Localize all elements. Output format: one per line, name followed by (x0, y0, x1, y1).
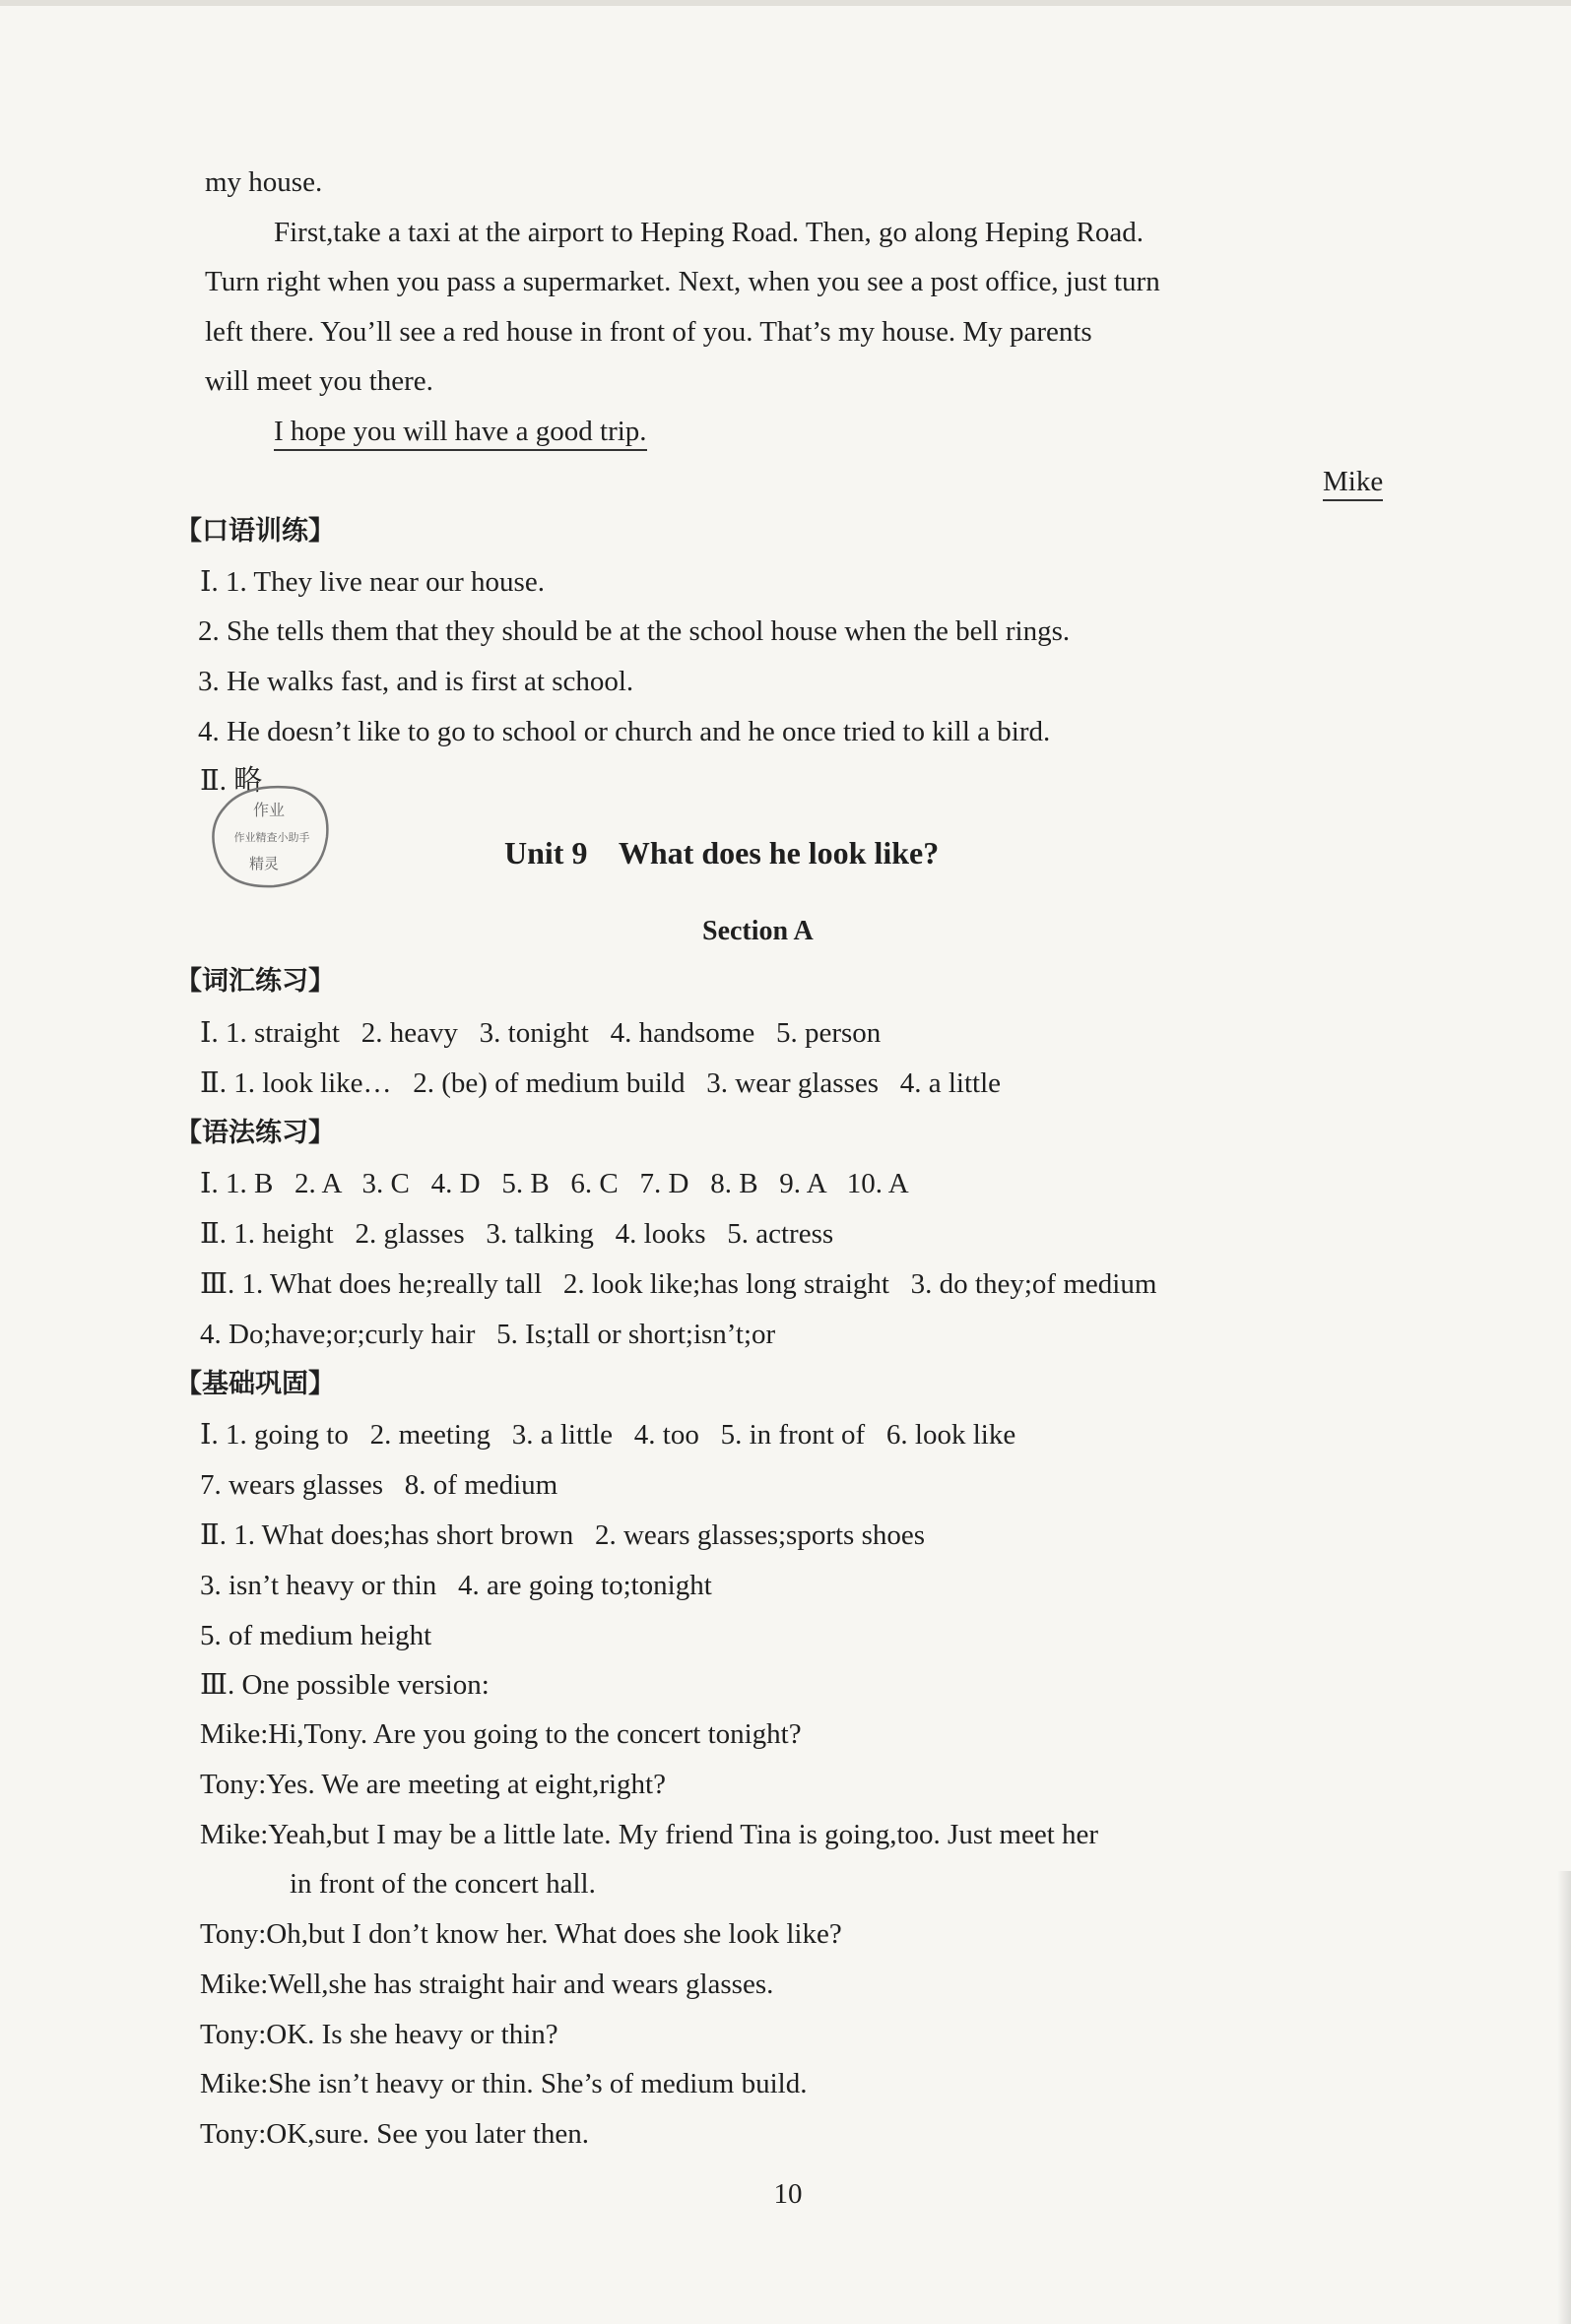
oral-ii: Ⅱ. 略 (200, 765, 263, 797)
basic-i-2: 7. wears glasses 8. of medium (200, 1469, 558, 1501)
grammar-heading: 【语法练习】 (175, 1118, 335, 1148)
passage-line-4: left there. You’ll see a red house in front of you. That’s my house. My parents (205, 316, 1092, 348)
dialogue-line-5: Mike:Well,she has straight hair and wears glasses. (200, 1969, 774, 2000)
passage-line-1: my house. (205, 166, 323, 198)
oral-i-4: 4. He doesn’t like to go to school or church and he once tried to kill a bird. (198, 716, 1051, 747)
vocab-heading: 【词汇练习】 (175, 966, 335, 997)
page-number: 10 (773, 2178, 803, 2210)
dialogue-line-6: Tony:OK. Is she heavy or thin? (200, 2019, 558, 2050)
basic-ii-1: Ⅱ. 1. What does;has short brown 2. wears glasses;sports shoes (200, 1519, 926, 1551)
passage-line-6 (274, 412, 647, 451)
dialogue-line-7: Mike:She isn’t heavy or thin. She’s of medium build. (200, 2068, 808, 2099)
passage-line-3: Turn right when you pass a supermarket. Next, when you see a post office, just turn (205, 266, 1160, 297)
stamp-text-1: 作业 (252, 801, 286, 819)
passage-line-2: First,take a taxi at the airport to Heping Road. Then, go along Heping Road. (274, 217, 1144, 248)
grammar-i: Ⅰ. 1. B 2. A 3. C 4. D 5. B 6. C 7. D 8. B 9. A 10. A (200, 1168, 909, 1199)
section-title: Section A (702, 916, 814, 946)
stamp-text-3: 精灵 (248, 855, 280, 872)
grammar-ii: Ⅱ. 1. height 2. glasses 3. talking 4. looks 5. actress (200, 1218, 834, 1250)
dialogue-line-2: Tony:Yes. We are meeting at eight,right? (200, 1769, 666, 1800)
passage-underlined-text: I hope you will have a good trip. (274, 416, 647, 451)
passage-line-5: will meet you there. (205, 365, 433, 397)
top-edge (0, 0, 1571, 6)
basic-ii-2: 3. isn’t heavy or thin 4. are going to;tonight (200, 1570, 712, 1601)
basic-heading: 【基础巩固】 (175, 1369, 335, 1399)
oral-i-3: 3. He walks fast, and is first at school. (198, 666, 634, 697)
dialogue-line-3a: Mike:Yeah,but I may be a little late. My friend Tina is going,too. Just meet her (200, 1819, 1099, 1850)
passage-signature (1323, 462, 1383, 501)
oral-i-1: Ⅰ. 1. They live near our house. (200, 566, 545, 598)
basic-ii-3: 5. of medium height (200, 1620, 432, 1651)
basic-iii: Ⅲ. One possible version: (200, 1669, 490, 1701)
unit-title: Unit 9 What does he look like? (504, 835, 940, 871)
oral-i-2: 2. She tells them that they should be at the school house when the bell rings. (198, 615, 1071, 647)
dialogue-line-3b: in front of the concert hall. (290, 1868, 596, 1900)
dialogue-line-8: Tony:OK,sure. See you later then. (200, 2118, 590, 2150)
dialogue-line-1: Mike:Hi,Tony. Are you going to the concert tonight? (200, 1718, 802, 1750)
page-shadow (1557, 1871, 1571, 2324)
stamp-text-2: 作业精查小助手 (233, 831, 310, 844)
stamp (205, 778, 335, 894)
oral-heading: 【口语训练】 (175, 516, 335, 547)
signature-name: Mike (1323, 466, 1383, 501)
basic-i-1: Ⅰ. 1. going to 2. meeting 3. a little 4. too 5. in front of 6. look like (200, 1419, 1016, 1451)
grammar-iii-2: 4. Do;have;or;curly hair 5. Is;tall or short;isn’t;or (200, 1319, 776, 1350)
grammar-iii-1: Ⅲ. 1. What does he;really tall 2. look like;has long straight 3. do they;of medium (200, 1268, 1157, 1300)
vocab-i: Ⅰ. 1. straight 2. heavy 3. tonight 4. handsome 5. person (200, 1017, 882, 1049)
stamp-icon (205, 778, 335, 894)
vocab-ii: Ⅱ. 1. look like… 2. (be) of medium build 3. wear glasses 4. a little (200, 1067, 1002, 1099)
dialogue-line-4: Tony:Oh,but I don’t know her. What does she look like? (200, 1918, 842, 1950)
